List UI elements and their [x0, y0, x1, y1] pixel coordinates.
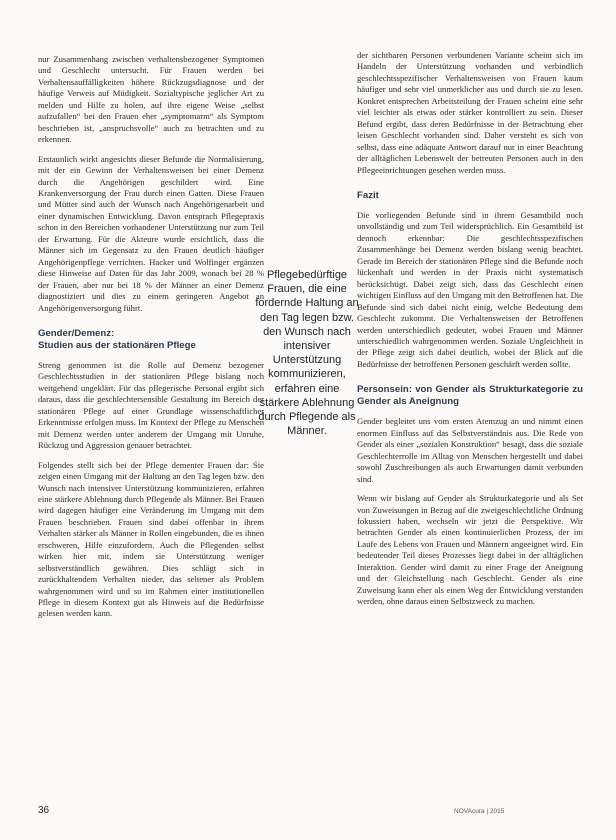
body-paragraph: nur Zusammenhang zwischen verhaltensbezogener Symptomen und Geschlecht untersucht. Für Frauen werden bei Verhaltensauffälligkeiten höhere Rückzugsdiagnose und der häufige Verweis auf Müdigkeit. Sozialtypische jeglicher Art zu melden und Hilfe zu holen, auf ihre eigene Weise „selbst aufzufallen“ bei den Frauen eher „symptomarm“ als Symptom beschrieben ist, „anspruchsvolle“ auch zu betrachten und zu erkennen.	[38, 54, 264, 145]
body-paragraph: Folgendes stellt sich bei der Pflege dementer Frauen dar: Sie zeigen einen Umgang mit der Haltung an den Tag legen bzw. den Wunsch nach intensiver Unterstützung kommunizieren, erfahren eine stärkere Ablehnung durch Pflegende als Männer. Bei Frauen wird dagegen häufiger eine Veränderung im Umgang mit dem Frauen beschrieben. Frauen sind dabei offenbar in ihrem Verhalten stärker als Männer in Rollen eingebunden, die es ihnen erschweren, Hilfe einzufordern. Auch die Pflegenden selbst wirken hier mit, indem sie Unterstützung weniger selbstverständlich gewähren. Dies schlägt sich in zurückhaltendem Verhalten nieder, das seltener als Problem wahrgenommen wird und so im Rahmen einer institutionellen Pflege in diesem Kontext gut als Hinweis auf die Bedürfnisse gelesen werden kann.	[38, 459, 264, 619]
section-heading-fazit: Fazit	[357, 189, 379, 201]
pull-quote: Pflegebedürftige Frauen, die eine fordernde Haltung an den Tag legen bzw. den Wunsch nach intensiver Unterstützung kommunizieren, erfahren eine stärkere Ablehnung durch Pflegende als Männer.	[255, 269, 359, 438]
body-paragraph: Streng genommen ist die Rolle auf Demenz bezogener Geschlechtsstudien in der stationären Pflege bislang noch weitgehend ungeklärt. Für das pflegerische Personal ergibt sich daraus, dass die geschlechtersensible Gestaltung im Bereich der stationären Pflege auf einer Grundlage wissenschaftlicher Erkenntnisse erfolgen muss. Im Kontext der Pflege zu Menschen mit Demenz werden unter anderem der Umgang mit Unruhe, Rückzug und Aggression genauer betrachtet.	[38, 359, 264, 451]
body-paragraph: der sichtbaren Personen verbundenen Variante scheint sich im Handeln der Unterstützung vorhanden und verbindlich geschlechtsspezifischer Verhaltensweisen von Frauen kaum häufiger und sehr viel unmerklicher aus und durch sie zu lesen. Konkret entsprechen Arbeitsteilung der Frauen scheint eine sehr viel leichter als etwas oder stärker kontrolliert zu sein. Dieser Befund ergibt, dass deren Bedürfnisse in der Betrachtung eher leisen Geschlecht vorhanden sind. Daher versteht es sich von selbst, dass eine adäquate Antwort darauf nur in einer Beachtung der alltäglichen Lebenswelt der betreuten Personen auch in den Pflegeeinrichtungen gesehen werden muss.	[357, 50, 583, 175]
body-paragraph: Die vorliegenden Befunde sind in ihrem Gesamtbild noch unvollständig und zum Teil widersprüchlich. Ein Gesamtbild ist dennoch erkennbar: Die geschlechtsspezifischen Zusammenhänge bei Demenz werden bislang wenig beachtet. Gerade im Bereich der stationären Pflege sind die Befunde noch lückenhaft und werden in der Praxis nicht systematisch berücksichtigt. Dabei zeigt sich, dass das Geschlecht einen wichtigen Einfluss auf den Umgang mit den Betroffenen hat. Die Befunde sind sich dabei nicht einig, welche Bedeutung dem Geschlecht zukommt. Die Verhaltensweisen der Betroffenen werden unterschiedlich gedeutet, wobei Frauen und Männer unterschiedlich wahrgenommen werden. Soziale Ungleichheit in der Pflege zeigt sich dabei deutlich, wobei der Blick auf die Bedürfnisse der betroffenen Personen geschärft werden sollte.	[357, 209, 583, 369]
body-paragraph: Gender begleitet uns vom ersten Atemzug an und nimmt einen enormen Einfluss auf das Selbstverständnis aus. Die Rede von Gender als einer „sozialen Konstruktion“ besagt, dass die soziale Geschlechterrolle im Alltag von Menschen hergestellt und dabei sowohl Zuschreibungen als auch Erwartungen damit verbunden sind.	[357, 416, 583, 484]
journal-footer: NOVAcura | 2015	[454, 808, 505, 815]
section-heading-gender-demenz: Gender/Demenz: Studien aus der stationären Pflege	[38, 327, 196, 351]
left-column	[38, 54, 264, 620]
body-paragraph: Wenn wir bislang auf Gender als Strukturkategorie und als Set von Zuweisungen in Bezug auf die zweigeschlechtliche Ordnung fokussiert haben, wechseln wir jetzt die Perspektive. Wir betrachten Gender als einen kontinuierlichen Prozess, der im Laufe des Lebens von Frauen und Männern angeeignet wird. Ein bedeutender Teil dieses Prozesses liegt dabei in der alltäglichen Interaktion. Gender wird damit zu einer Frage der Aneignung und der Gleichstellung nach Geschlecht. Gender als eine Zuweisung kann eher als einen Weg der Entwicklung verstanden werden, ohne daraus einen Selbstzweck zu machen.	[357, 493, 583, 607]
section-heading-personsein: Personsein: von Gender als Strukturkategorie zu Gender als Aneignung	[357, 384, 583, 408]
body-paragraph: Erstaunlich wirkt angesichts dieser Befunde die Normalisierung, mit der ein Gewinn der Verhaltensweisen bei einer Demenz durch die Angehörigen geschildert wird. Eine Krankenversorgung der Frau durch einen Gatten. Diese Frauen und Mütter sind auch der Wunsch nach Angehörigenarbeit und einer dynamischen Entwicklung. Davon entsprach Pflegepraxis schon in den Bereichen vorhandener Unterstützung nur zum Teil der Erwartung. Für die Akteure wurde ersichtlich, dass die Männer sich im Gegensatz zu den Frauen deutlich häufiger Angehörigenpflege verrichten. Hacker und Wolfinger ergänzen diese Hinweise auf Daten für das Jahr 2009, wonach bei 28 % der Frauen, aber nur bei 18 % der Männer an einer Demenz diagnostiziert und dies zu einem geringeren Angebot an Angehörigenversorgung führt.	[38, 153, 264, 313]
page-number: 36	[38, 805, 50, 816]
right-column	[357, 50, 583, 608]
